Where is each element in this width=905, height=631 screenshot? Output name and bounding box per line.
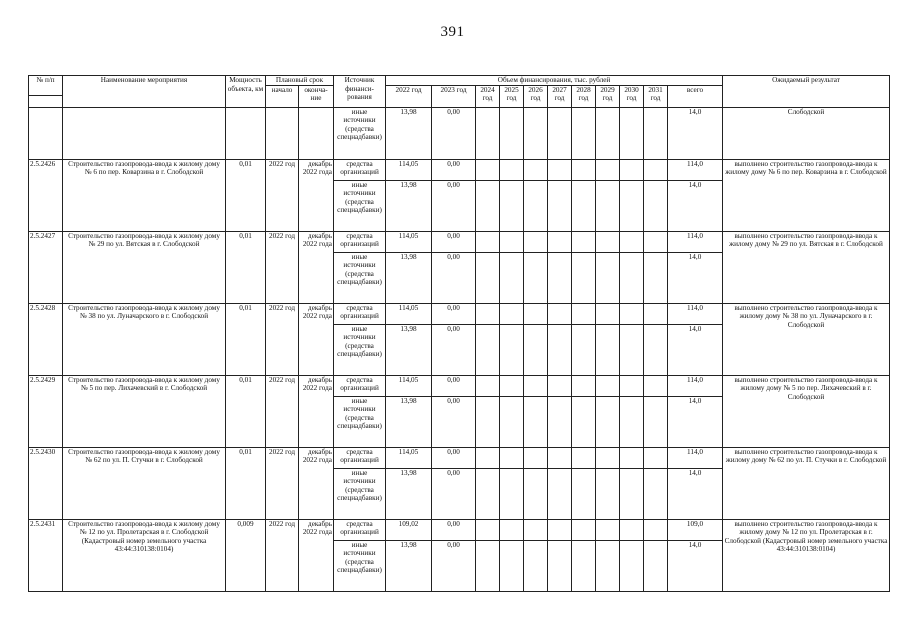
table-row: [29, 519, 890, 540]
row-end: декабрь 2022 года: [299, 159, 334, 231]
source-organizations: средства организаций: [334, 159, 386, 180]
row-result: выполнено строительство газопровода-ввода к жилому дому № 29 по ул. Вятская в г. Слободской: [723, 231, 890, 303]
table-row: [29, 375, 890, 396]
table-row-continuation: [29, 107, 890, 159]
row-result: выполнено строительство газопровода-ввода к жилому дому № 62 по ул. П. Стучки в г. Слободской: [723, 447, 890, 519]
header-year: 2029 год: [596, 85, 620, 107]
value-total: 14,0: [668, 180, 723, 231]
table-row: [29, 231, 890, 252]
row-id: 2.5.2430: [29, 447, 63, 519]
row-end: декабрь 2022 года: [299, 375, 334, 447]
source-other: иные источники (средства спецнадбавки): [334, 252, 386, 303]
value-2022: 13,98: [386, 324, 432, 375]
value-total: 14,0: [668, 396, 723, 447]
value-2023: 0,00: [432, 396, 476, 447]
header-result: Ожидаемый результат: [723, 76, 890, 108]
value-total: 114,0: [668, 303, 723, 324]
table-row: [29, 159, 890, 180]
header-source: Источник финанси-рования: [334, 76, 386, 108]
value-2023: 0,00: [432, 324, 476, 375]
header-year: 2023 год: [432, 85, 476, 107]
value-2023: 0,00: [432, 540, 476, 591]
header-total: всего: [668, 85, 723, 107]
value-total: 114,0: [668, 231, 723, 252]
value-2023: 0,00: [432, 252, 476, 303]
source-organizations: средства организаций: [334, 303, 386, 324]
row-start: 2022 год: [266, 303, 299, 375]
value-2023: 0,00: [432, 159, 476, 180]
value-2022: 13,98: [386, 540, 432, 591]
row-end: декабрь 2022 года: [299, 303, 334, 375]
row-result: выполнено строительство газопровода-ввода к жилому дому № 6 по пер. Коварзина в г. Слободской: [723, 159, 890, 231]
row-end: декабрь 2022 года: [299, 231, 334, 303]
row-end: декабрь 2022 года: [299, 519, 334, 591]
table-row: [29, 303, 890, 324]
row-name: Строительство газопровода-ввода к жилому дому № 5 по пер. Лихачевский в г. Слободской: [63, 375, 226, 447]
row-capacity: 0,01: [226, 447, 266, 519]
row-start: 2022 год: [266, 447, 299, 519]
row-name: Строительство газопровода-ввода к жилому дому № 29 по ул. Вятская в г. Слободской: [63, 231, 226, 303]
source-cell: иные источники (средства спецнадбавки): [334, 107, 386, 159]
row-start: 2022 год: [266, 159, 299, 231]
value-2022: 114,05: [386, 231, 432, 252]
row-start: 2022 год: [266, 231, 299, 303]
header-year: 2026 год: [524, 85, 548, 107]
value-2022: 114,05: [386, 375, 432, 396]
value-2022: 109,02: [386, 519, 432, 540]
row-id: 2.5.2426: [29, 159, 63, 231]
row-start: 2022 год: [266, 519, 299, 591]
source-organizations: средства организаций: [334, 231, 386, 252]
header-num-spacer: [29, 95, 63, 107]
value-total: 109,0: [668, 519, 723, 540]
value-total: 114,0: [668, 159, 723, 180]
source-organizations: средства организаций: [334, 375, 386, 396]
source-organizations: средства организаций: [334, 519, 386, 540]
row-name: Строительство газопровода-ввода к жилому дому № 6 по пер. Коварзина в г. Слободской: [63, 159, 226, 231]
header-end: оконча-ние: [299, 85, 334, 107]
value-2023: 0,00: [432, 519, 476, 540]
header-year: 2028 год: [572, 85, 596, 107]
header-start: начало: [266, 85, 299, 107]
row-name: Строительство газопровода-ввода к жилому дому № 62 по ул. П. Стучки в г. Слободской: [63, 447, 226, 519]
value-2023: 0,00: [432, 231, 476, 252]
header-year: 2025 год: [500, 85, 524, 107]
row-id: 2.5.2431: [29, 519, 63, 591]
value-2023: 0,00: [432, 375, 476, 396]
header-year: 2030 год: [620, 85, 644, 107]
row-capacity: 0,01: [226, 159, 266, 231]
financing-table: [28, 75, 890, 592]
row-capacity: 0,01: [226, 231, 266, 303]
value-2023: 0,00: [432, 303, 476, 324]
value-total: 14,0: [668, 252, 723, 303]
row-result: выполнено строительство газопровода-ввода к жилому дому № 5 по пер. Лихачевский в г. Слободской: [723, 375, 890, 447]
value-2022: 13,98: [386, 252, 432, 303]
source-organizations: средства организаций: [334, 447, 386, 468]
row-capacity: 0,009: [226, 519, 266, 591]
table-row: [29, 447, 890, 468]
header-name: Наименование мероприятия: [63, 76, 226, 108]
header-volume: Объем финансирования, тыс. рублей: [386, 76, 723, 86]
header-capacity: Мощность объекта, км: [226, 76, 266, 108]
row-id: 2.5.2429: [29, 375, 63, 447]
value-2023: 0,00: [432, 447, 476, 468]
result-cell: Слободской: [723, 107, 890, 159]
value-2023: 0,00: [432, 107, 476, 159]
header-year: 2022 год: [386, 85, 432, 107]
value-2022: 114,05: [386, 159, 432, 180]
row-result: выполнено строительство газопровода-ввода к жилому дому № 38 по ул. Луначарского в г. Слободской: [723, 303, 890, 375]
value-2022: 13,98: [386, 396, 432, 447]
source-other: иные источники (средства спецнадбавки): [334, 324, 386, 375]
source-other: иные источники (средства спецнадбавки): [334, 396, 386, 447]
row-result: выполнено строительство газопровода-ввода к жилому дому № 12 по ул. Пролетарская в г. Слободской (Кадастровый номер земельного участка 43:44:310138:0104): [723, 519, 890, 591]
value-total: 14,0: [668, 107, 723, 159]
row-id: 2.5.2428: [29, 303, 63, 375]
page-number: 391: [440, 24, 465, 40]
header-year: 2031 год: [644, 85, 668, 107]
value-2022: 13,98: [386, 107, 432, 159]
value-total: 114,0: [668, 375, 723, 396]
value-2022: 13,98: [386, 468, 432, 519]
row-capacity: 0,01: [226, 303, 266, 375]
value-2023: 0,00: [432, 468, 476, 519]
header-term: Плановый срок: [266, 76, 334, 86]
value-2022: 13,98: [386, 180, 432, 231]
row-capacity: 0,01: [226, 375, 266, 447]
row-end: декабрь 2022 года: [299, 447, 334, 519]
value-total: 14,0: [668, 324, 723, 375]
value-2023: 0,00: [432, 180, 476, 231]
value-total: 14,0: [668, 540, 723, 591]
source-other: иные источники (средства спецнадбавки): [334, 540, 386, 591]
value-total: 14,0: [668, 468, 723, 519]
value-2022: 114,05: [386, 447, 432, 468]
row-start: 2022 год: [266, 375, 299, 447]
header-year: 2024 год: [476, 85, 500, 107]
row-name: Строительство газопровода-ввода к жилому дому № 38 по ул. Луначарского в г. Слободской: [63, 303, 226, 375]
row-name: Строительство газопровода-ввода к жилому дому № 12 по ул. Пролетарская в г. Слободской (Кадастровый номер земельного участка 43:44:310138:0104): [63, 519, 226, 591]
header-year: 2027 год: [548, 85, 572, 107]
source-other: иные источники (средства спецнадбавки): [334, 180, 386, 231]
source-other: иные источники (средства спецнадбавки): [334, 468, 386, 519]
value-2022: 114,05: [386, 303, 432, 324]
row-id: 2.5.2427: [29, 231, 63, 303]
header-num: № п/п: [29, 76, 63, 96]
value-total: 114,0: [668, 447, 723, 468]
